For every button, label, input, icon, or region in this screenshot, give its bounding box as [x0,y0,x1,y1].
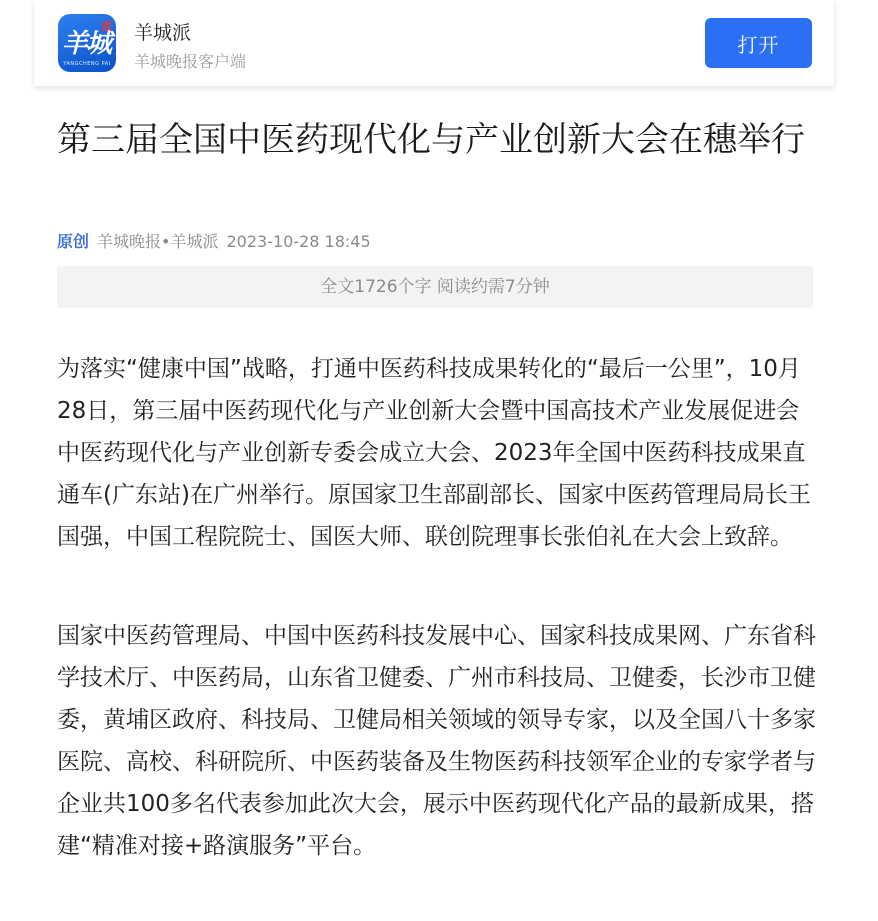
article-title: 第三届全国中医药现代化与产业创新大会在穗举行 [57,120,805,160]
article-paragraph-2: 国家中医药管理局、中国中医药科技发展中心、国家科技成果网、广东省科学技术厅、中医药局，山东省卫健委、广州市科技局、卫健委，长沙市卫健委，黄埔区政府、科技局、卫健局相关领域的领导专家，以及全国八十多家医院、高校、科研院所、中医药装备及生物医药科技领军企业的专家学者与企业共100多名代表参加此次大会，展示中医药现代化产品的最新成果，搭建“精准对接+路演服务”平台。 [57,623,816,859]
publish-date: 2023-10-28 18:45 [226,232,371,251]
app-description: 羊城晚报客户端 [134,52,247,71]
article-source[interactable]: 羊城晚报•羊城派 [97,232,219,251]
logo-badge: 派 [101,20,112,33]
app-logo-icon[interactable] [58,14,116,72]
original-tag: 原创 [57,232,90,251]
article-paragraph-1: 为落实“健康中国”战略，打通中医药科技成果转化的“最后一公里”，10月28日，第三届中医药现代化与产业创新大会暨中国高技术产业发展促进会中医药现代化与产业创新专委会成立大会、2023年全国中医药科技成果直通车(广东站)在广州举行。原国家卫生部副部长、国家中医药管理局局长王国强，中国工程院院士、国医大师、联创院理事长张伯礼在大会上致辞。 [57,356,811,550]
app-download-banner [34,0,834,86]
article-meta [57,230,371,254]
open-app-button[interactable]: 打开 [705,18,812,68]
logo-subtext: YANGCHENG PAI [63,61,111,67]
reading-stats: 全文1726个字 阅读约需7分钟 [57,266,813,308]
app-name: 羊城派 [134,22,192,44]
logo-glyph: 羊城 [62,29,111,59]
